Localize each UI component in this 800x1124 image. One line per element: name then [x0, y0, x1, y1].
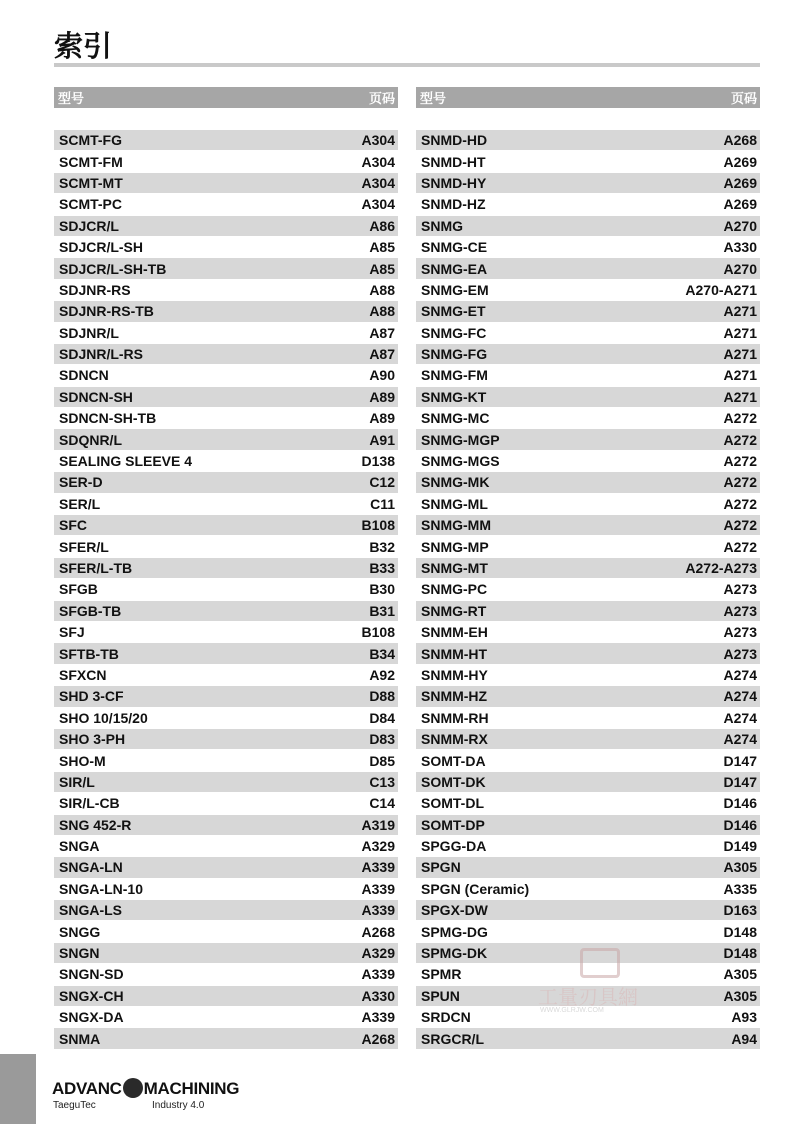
index-row: [416, 793, 760, 814]
model-name: SPMG-DG: [421, 923, 488, 940]
page-ref: A270: [723, 260, 757, 277]
page-ref: A91: [369, 431, 395, 448]
page-ref: D148: [723, 945, 757, 962]
index-row: [54, 237, 398, 258]
model-name: SFTB-TB: [59, 645, 119, 662]
index-row: [54, 216, 398, 237]
page-ref: A269: [723, 174, 757, 191]
page-ref: A85: [369, 260, 395, 277]
page-ref: A272: [723, 495, 757, 512]
page-ref: B31: [369, 602, 395, 619]
model-name: SNMM-EH: [421, 624, 488, 641]
page-ref: A271: [723, 324, 757, 341]
index-row: [416, 708, 760, 729]
page-ref: A339: [361, 859, 395, 876]
page-ref: A339: [361, 902, 395, 919]
page-ref: B30: [369, 581, 395, 598]
index-row: [54, 579, 398, 600]
index-row: [54, 986, 398, 1007]
index-row: [54, 429, 398, 450]
page-ref: A272: [723, 410, 757, 427]
title-divider: [54, 63, 760, 67]
model-name: SDJNR/L: [59, 324, 119, 341]
index-row: [54, 1007, 398, 1028]
index-row: [54, 708, 398, 729]
model-name: SER-D: [59, 474, 103, 491]
page-ref: A339: [361, 880, 395, 897]
page-ref: A270-A271: [685, 281, 757, 298]
page-ref: A319: [361, 816, 395, 833]
page-ref: A270: [723, 217, 757, 234]
model-name: SPMR: [421, 966, 462, 983]
index-row: [416, 900, 760, 921]
footer-logo: [52, 1079, 240, 1113]
model-name: SNMG-EM: [421, 281, 489, 298]
index-row: [54, 857, 398, 878]
index-row: [416, 601, 760, 622]
page-ref: A330: [361, 987, 395, 1004]
model-name: SNGA-LN: [59, 859, 123, 876]
index-row: [54, 900, 398, 921]
page-ref: A305: [723, 966, 757, 983]
model-name: SRDCN: [421, 1009, 471, 1026]
page-ref: D147: [723, 773, 757, 790]
index-row: [54, 344, 398, 365]
index-row: [54, 280, 398, 301]
model-header-label: 型号: [58, 92, 85, 107]
model-name: SNGX-DA: [59, 1009, 124, 1026]
page-ref: B32: [369, 538, 395, 555]
index-row: [416, 258, 760, 279]
model-name: SNMG-FC: [421, 324, 487, 341]
model-name: SNMM-RX: [421, 731, 488, 748]
logo-e-icon: [123, 1078, 143, 1098]
page-ref: A335: [723, 880, 757, 897]
page-ref: A87: [369, 346, 395, 363]
page-ref: A87: [369, 324, 395, 341]
index-row: [54, 365, 398, 386]
index-row: [416, 494, 760, 515]
page-ref: C12: [369, 474, 395, 491]
model-name: SCMT-FG: [59, 132, 122, 149]
index-row: [54, 194, 398, 215]
index-row: [54, 515, 398, 536]
page-ref: D146: [723, 795, 757, 812]
index-row: [54, 301, 398, 322]
page-ref: A339: [361, 966, 395, 983]
index-row: [54, 643, 398, 664]
index-row: [416, 280, 760, 301]
watermark: [538, 948, 668, 1018]
page-ref: A272: [723, 431, 757, 448]
page-ref: A89: [369, 410, 395, 427]
index-row: [416, 387, 760, 408]
page-ref: A94: [731, 1030, 757, 1047]
page-ref: B34: [369, 645, 395, 662]
model-name: SNGA-LS: [59, 902, 122, 919]
page-ref: A271: [723, 388, 757, 405]
index-row: [54, 173, 398, 194]
model-name: SNGA-LN-10: [59, 880, 144, 897]
page-ref: C13: [369, 773, 395, 790]
index-row: [416, 579, 760, 600]
page-ref: A271: [723, 346, 757, 363]
index-row: [416, 558, 760, 579]
index-row: [416, 1028, 760, 1049]
model-name: SNGA: [59, 838, 100, 855]
index-row: [416, 622, 760, 643]
model-name: SCMT-FM: [59, 153, 123, 170]
model-name: SNG 452-R: [59, 816, 132, 833]
model-name: SNMM-HZ: [421, 688, 488, 705]
model-name: SNMD-HT: [421, 153, 486, 170]
model-name: SNMM-RH: [421, 709, 489, 726]
index-list: [54, 130, 398, 1050]
page-ref: C11: [370, 495, 395, 512]
page-ref: A330: [723, 239, 757, 256]
model-name: SNMG-MM: [421, 517, 491, 534]
model-name: SDNCN-SH: [59, 388, 133, 405]
index-row: [54, 686, 398, 707]
page-ref: A272-A273: [685, 560, 757, 576]
index-row: [416, 729, 760, 750]
page-ref: A92: [369, 666, 395, 683]
page-ref: A274: [723, 709, 757, 726]
index-row: [54, 921, 398, 942]
model-name: SNMG-MGP: [421, 431, 500, 448]
model-name: SFXCN: [59, 666, 107, 683]
page-ref: A304: [361, 196, 395, 213]
index-row: [54, 1028, 398, 1049]
model-name: SFJ: [59, 624, 85, 641]
index-row: [416, 643, 760, 664]
page-ref: A273: [723, 581, 757, 598]
index-row: [54, 323, 398, 344]
index-row: [416, 323, 760, 344]
page-ref: A329: [361, 838, 395, 855]
page-ref: B108: [361, 517, 395, 534]
logo-wordmark: [52, 1079, 239, 1100]
model-name: SDJNR-RS: [59, 281, 131, 298]
page-ref: D85: [369, 752, 395, 769]
page-ref: A268: [361, 923, 395, 940]
model-name: SCMT-PC: [59, 196, 122, 213]
index-row: [416, 301, 760, 322]
model-name: SPUN: [421, 987, 460, 1004]
page-ref: A88: [369, 303, 395, 320]
logo-word-right: MACHINING: [143, 1079, 240, 1098]
index-list: [416, 130, 760, 1050]
index-row: [416, 451, 760, 472]
page-ref: A272: [723, 474, 757, 491]
page-ref: A329: [361, 945, 395, 962]
page-ref: D88: [369, 688, 395, 705]
model-name: SNMG-MT: [421, 560, 488, 576]
page-ref: A339: [361, 1009, 395, 1026]
index-row: [416, 857, 760, 878]
index-row: [54, 622, 398, 643]
index-row: [416, 408, 760, 429]
index-row: [54, 879, 398, 900]
page-ref: D84: [369, 709, 395, 726]
index-row: [54, 601, 398, 622]
model-name: SPGX-DW: [421, 902, 488, 919]
model-name: SFER/L-TB: [59, 560, 133, 576]
page-ref: D149: [723, 838, 757, 855]
model-name: SIR/L-CB: [59, 795, 120, 812]
model-name: SDNCN-SH-TB: [59, 410, 157, 427]
page-ref: A304: [361, 132, 395, 149]
index-row: [416, 772, 760, 793]
page-ref: A305: [723, 859, 757, 876]
index-row: [416, 815, 760, 836]
model-name: SNMG: [421, 217, 463, 234]
index-column-left: [54, 87, 398, 1050]
index-row: [54, 151, 398, 172]
model-header-label: 型号: [420, 92, 447, 107]
model-name: SNMM-HT: [421, 645, 488, 662]
index-row: [54, 494, 398, 515]
index-row: [54, 130, 398, 151]
index-row: [416, 472, 760, 493]
model-name: SNMA: [59, 1030, 101, 1047]
page-ref: D163: [723, 902, 757, 919]
index-row: [416, 921, 760, 942]
model-name: SDJNR-RS-TB: [59, 303, 154, 320]
page-ref: D146: [723, 816, 757, 833]
page-ref: A271: [723, 367, 757, 384]
model-name: SCMT-MT: [59, 174, 123, 191]
index-row: [54, 472, 398, 493]
watermark-logo-icon: [580, 948, 620, 978]
index-row: [54, 558, 398, 579]
index-row: [416, 750, 760, 771]
page-ref: A88: [369, 281, 395, 298]
index-row: [416, 344, 760, 365]
model-name: SDJCR/L: [59, 217, 119, 234]
model-name: SDJNR/L-RS: [59, 346, 144, 363]
page-ref: A269: [723, 196, 757, 213]
model-name: SDNCN: [59, 367, 109, 384]
index-row: [416, 536, 760, 557]
index-row: [54, 964, 398, 985]
model-name: SNMG-FM: [421, 367, 488, 384]
model-name: SFGB: [59, 581, 98, 598]
column-header: [54, 87, 398, 108]
model-name: SNGX-CH: [59, 987, 124, 1004]
index-row: [416, 173, 760, 194]
model-name: SDQNR/L: [59, 431, 122, 448]
page-ref: D138: [361, 453, 395, 470]
watermark-text: 工量刃具網: [538, 985, 638, 1009]
page-ref: A273: [723, 602, 757, 619]
page-ref: A89: [369, 388, 395, 405]
index-row: [54, 729, 398, 750]
index-column-right: [416, 87, 760, 1050]
model-name: SNMD-HD: [421, 132, 488, 149]
index-row: [416, 686, 760, 707]
page-ref: A269: [723, 153, 757, 170]
model-name: SNMG-MP: [421, 538, 489, 555]
index-row: [54, 772, 398, 793]
index-row: [54, 387, 398, 408]
model-name: SNGN: [59, 945, 100, 962]
page-ref: B33: [369, 560, 395, 576]
page-ref: C14: [369, 795, 395, 812]
model-name: SPGN (Ceramic): [421, 880, 530, 897]
page-ref: D147: [723, 752, 757, 769]
page-ref: A272: [723, 453, 757, 470]
page-ref: A304: [361, 174, 395, 191]
model-name: SDJCR/L-SH: [59, 239, 144, 256]
index-row: [416, 429, 760, 450]
page-ref: B108: [361, 624, 395, 641]
page-ref: A304: [361, 153, 395, 170]
index-row: [54, 793, 398, 814]
model-name: SNMG-ML: [421, 495, 488, 512]
column-header: [416, 87, 760, 108]
model-name: SNGG: [59, 923, 101, 940]
model-name: SFER/L: [59, 538, 109, 555]
model-name: SHD 3-CF: [59, 688, 124, 705]
model-name: SIR/L: [59, 773, 95, 790]
model-name: SNMG-FG: [421, 346, 488, 363]
model-name: SNMD-HY: [421, 174, 487, 191]
index-row: [54, 815, 398, 836]
model-name: SNMG-KT: [421, 388, 487, 405]
model-name: SNMD-HZ: [421, 196, 486, 213]
model-name: SNMG-EA: [421, 260, 488, 277]
model-name: SPGG-DA: [421, 838, 487, 855]
model-name: SOMT-DK: [421, 773, 486, 790]
page-ref: A271: [723, 303, 757, 320]
model-name: SOMT-DL: [421, 795, 484, 812]
page-ref: A274: [723, 666, 757, 683]
model-name: SNGN-SD: [59, 966, 124, 983]
model-name: SEALING SLEEVE 4: [59, 453, 193, 470]
model-name: SFGB-TB: [59, 602, 122, 619]
model-name: SRGCR/L: [421, 1030, 484, 1047]
index-row: [54, 943, 398, 964]
page-ref: A274: [723, 731, 757, 748]
page-header-label: 页码: [730, 92, 757, 107]
page-ref: A274: [723, 688, 757, 705]
index-row: [416, 130, 760, 151]
model-name: SNMG-MGS: [421, 453, 500, 470]
index-row: [416, 237, 760, 258]
model-name: SOMT-DP: [421, 816, 485, 833]
model-name: SER/L: [59, 495, 101, 512]
page-ref: A305: [723, 987, 757, 1004]
model-name: SPGN: [421, 859, 461, 876]
model-name: SNMG-ET: [421, 303, 486, 320]
logo-word-left: ADVANC: [52, 1079, 122, 1098]
page-ref: A273: [723, 645, 757, 662]
index-row: [416, 836, 760, 857]
index-row: [416, 879, 760, 900]
page-header-label: 页码: [368, 92, 395, 107]
model-name: SHO 3-PH: [59, 731, 126, 748]
model-name: SFC: [59, 517, 87, 534]
page-ref: A93: [731, 1009, 757, 1026]
index-row: [416, 515, 760, 536]
page-ref: A86: [369, 217, 395, 234]
page-ref: A272: [723, 517, 757, 534]
model-name: SHO-M: [59, 752, 106, 769]
index-row: [416, 194, 760, 215]
model-name: SNMG-CE: [421, 239, 488, 256]
index-row: [416, 365, 760, 386]
model-name: SPMG-DK: [421, 945, 488, 962]
index-row: [54, 408, 398, 429]
page-ref: A273: [723, 624, 757, 641]
page-ref: D83: [369, 731, 395, 748]
model-name: SNMG-MK: [421, 474, 490, 491]
page-ref: D148: [723, 923, 757, 940]
page-ref: A268: [723, 132, 757, 149]
page-ref: A272: [723, 538, 757, 555]
index-row: [54, 750, 398, 771]
page-ref: A90: [369, 367, 395, 384]
index-row: [54, 258, 398, 279]
model-name: SNMG-RT: [421, 602, 487, 619]
side-tab: [0, 1054, 36, 1124]
page-ref: A85: [369, 239, 395, 256]
model-name: SNMM-HY: [421, 666, 488, 683]
index-row: [416, 665, 760, 686]
page-ref: A268: [361, 1030, 395, 1047]
model-name: SOMT-DA: [421, 752, 486, 769]
index-row: [54, 451, 398, 472]
index-row: [54, 836, 398, 857]
model-name: SNMG-PC: [421, 581, 488, 598]
model-name: SNMG-MC: [421, 410, 490, 427]
index-row: [416, 151, 760, 172]
watermark-url: WWW.GLRJW.COM: [540, 1007, 604, 1014]
index-row: [54, 665, 398, 686]
logo-tagline: Industry 4.0: [152, 1100, 205, 1111]
index-row: [54, 536, 398, 557]
index-row: [416, 216, 760, 237]
model-name: SHO 10/15/20: [59, 709, 148, 726]
page-title: 索引: [54, 29, 113, 63]
logo-brand: TaeguTec: [53, 1100, 96, 1111]
model-name: SDJCR/L-SH-TB: [59, 260, 167, 277]
